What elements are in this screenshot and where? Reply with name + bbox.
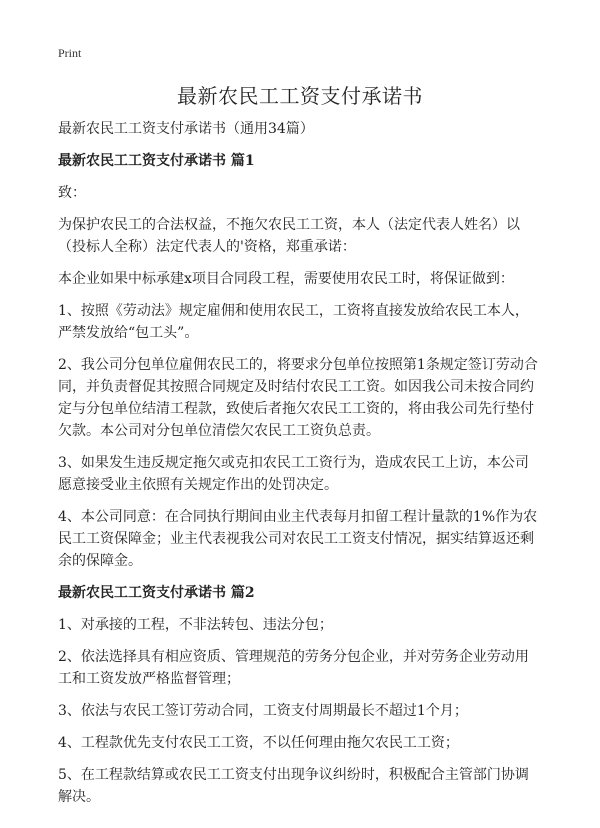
section-1 (58, 150, 542, 572)
document-body (58, 118, 542, 818)
paragraph: 本企业如果中标承建x项目合同段工程，需要使用农民工时，将保证做到： (58, 271, 514, 287)
paragraph: 致： (58, 185, 86, 201)
paragraph: 5、在工程款结算或农民工工资支付出现争议纠纷时，积极配合主管部门协调解决。 (58, 767, 529, 805)
paragraph: 2、依法选择具有相应资质、管理规范的劳务分包企业，并对劳务企业劳动用工和工资发放严格监督管理； (58, 649, 529, 687)
section-2 (58, 582, 542, 808)
paragraph: 1、按照《劳动法》规定雇佣和使用农民工，工资将直接发放给农民工本人，严禁发放给“包工头”。 (58, 303, 529, 341)
paragraph: 2、我公司分包单位雇佣农民工的，将要求分包单位按照第1条规定签订劳动合同，并负责督促其按照合同规定及时结付农民工工资。如因我公司未按合同约定与分包单位结清工程款，致使后者拖欠农民工工资的，将由我公司先行垫付欠款。本公司对分包单位清偿欠农民工工资负总责。 (58, 357, 538, 439)
paragraph: 3、依法与农民工签订劳动合同，工资支付周期最长不超过1个月； (58, 703, 468, 719)
section-heading: 最新农民工工资支付承诺书 篇1 (58, 153, 255, 169)
paragraph: 1、对承接的工程，不非法转包、违法分包； (58, 617, 333, 633)
document-title: 最新农民工工资支付承诺书 (177, 84, 423, 108)
print-label[interactable]: Print (58, 46, 82, 60)
paragraph: 4、工程款优先支付农民工工资，不以任何理由拖欠农民工工资； (58, 735, 459, 751)
document-subtitle: 最新农民工工资支付承诺书（通用34篇） (58, 121, 314, 137)
section-heading: 最新农民工工资支付承诺书 篇2 (58, 585, 255, 601)
paragraph: 3、如果发生违反规定拖欠或克扣农民工工资行为，造成农民工上访，本公司愿意接受业主依照有关规定作出的处罚决定。 (58, 455, 529, 493)
paragraph: 为保护农民工的合法权益，不拖欠农民工工资，本人（法定代表人姓名）以（投标人全称）法定代表人的'资格，郑重承诺： (58, 217, 520, 255)
paragraph: 4、本公司同意：在合同执行期间由业主代表每月扣留工程计量款的1%作为农民工工资保障金；业主代表视我公司对农民工工资支付情况，据实结算返还剩余的保障金。 (58, 509, 538, 569)
